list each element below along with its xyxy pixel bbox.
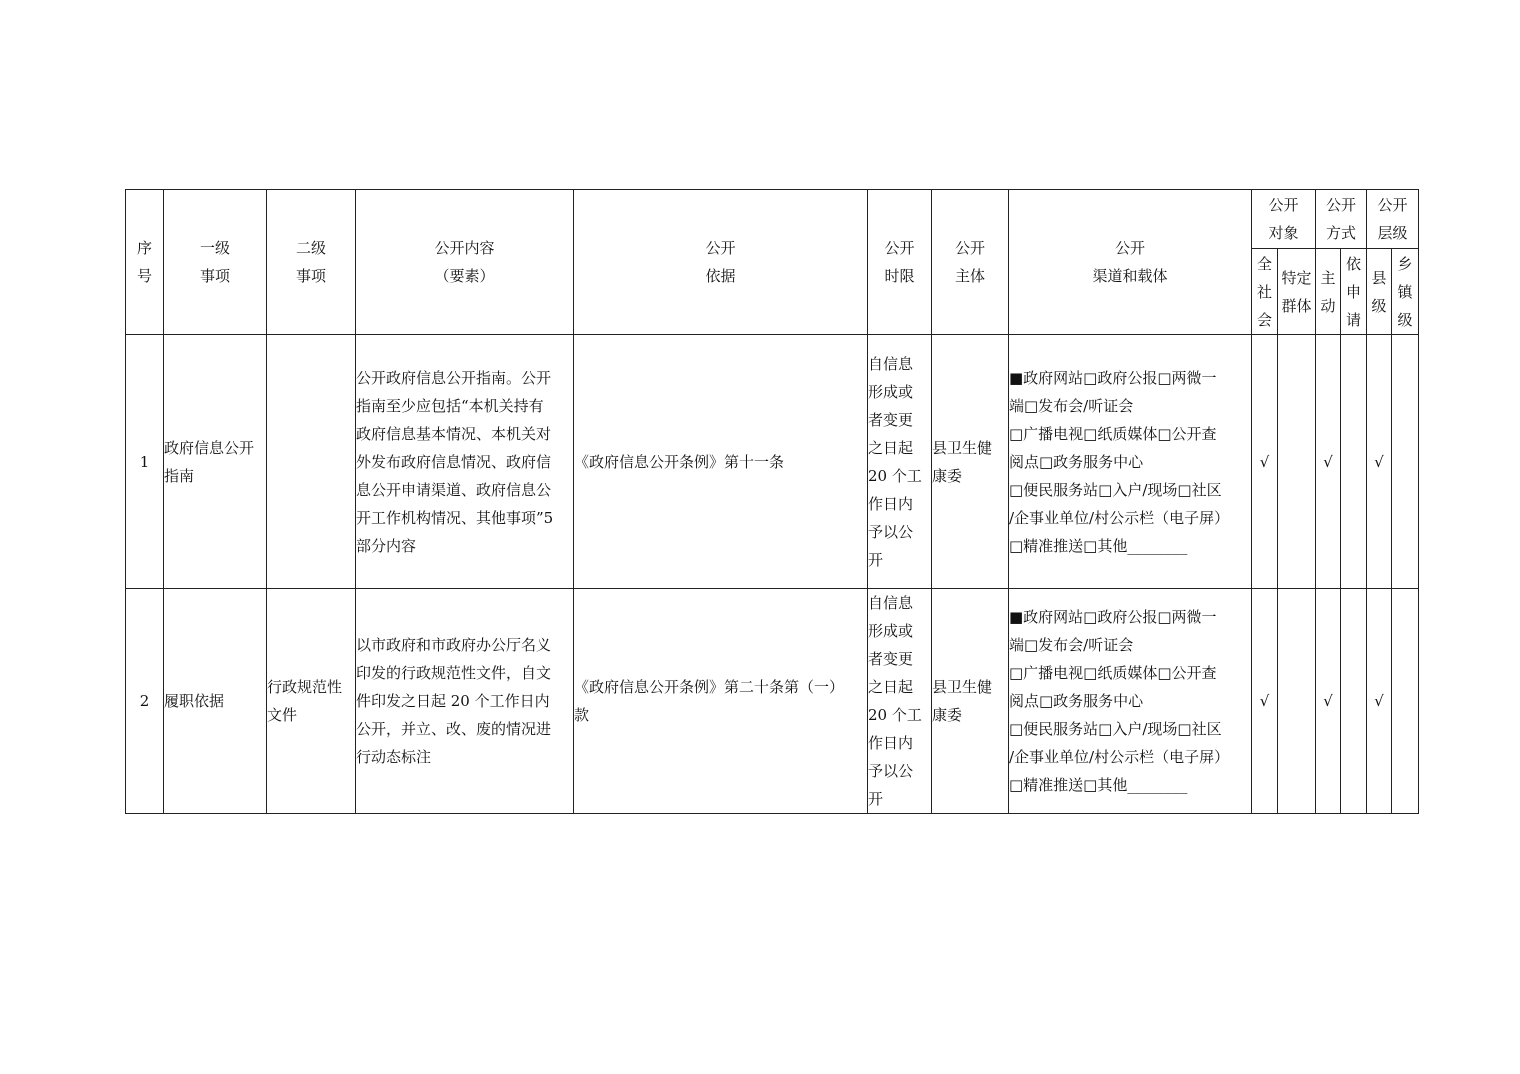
check-mark: √ <box>1374 452 1384 471</box>
time-limit-line: 20 个工 <box>868 466 922 485</box>
time-limit-line: 予以公 <box>868 762 914 780</box>
content-line: 以市政府和市政府办公厅名义 <box>356 636 552 654</box>
header-basis-line1: 公开 <box>705 239 736 257</box>
cell-all-society <box>1252 589 1278 814</box>
content-line: 印发的行政规范性文件，自文 <box>356 664 552 682</box>
cell-level1 <box>164 589 267 814</box>
content-line: 公开政府信息公开指南。公开 <box>356 368 552 387</box>
cell-subject <box>932 335 1009 589</box>
header-tier-line1: 公开 <box>1377 196 1408 214</box>
check-mark: √ <box>1323 452 1333 471</box>
time-limit-line: 者变更 <box>868 650 914 668</box>
cell-basis <box>574 589 868 814</box>
channel-line: 阅点□政务服务中心 <box>1009 692 1144 710</box>
header-target-line2: 对象 <box>1268 224 1299 242</box>
time-limit-line: 形成或 <box>868 382 914 401</box>
basis-line: 《政府信息公开条例》第二十条第（一） <box>574 678 845 696</box>
header-all-society <box>1252 249 1278 335</box>
content-line: 件印发之日起 20 个工作日内 <box>356 692 550 710</box>
check-mark: √ <box>1259 452 1270 471</box>
header-level1-line1: 一级 <box>199 239 230 257</box>
header-method <box>1316 190 1367 249</box>
cell-on-request <box>1341 335 1367 589</box>
header-method-line1: 公开 <box>1326 196 1357 214</box>
header-level2 <box>267 190 356 335</box>
header-county-line1: 县 <box>1371 268 1387 287</box>
cell-channel <box>1009 335 1252 589</box>
header-tier-line2: 层级 <box>1377 224 1408 242</box>
cell-content <box>356 589 574 814</box>
header-subject-line2: 主体 <box>954 267 985 285</box>
header-specific-group-line1: 特定 <box>1281 268 1312 287</box>
channel-line: □广播电视□纸质媒体□公开查 <box>1009 664 1217 682</box>
level2-line: 文件 <box>267 706 298 724</box>
time-limit-line: 予以公 <box>868 522 914 541</box>
cell-specific-group <box>1278 335 1316 589</box>
time-limit-line: 开 <box>868 550 884 569</box>
header-level1 <box>164 190 267 335</box>
channel-line: □便民服务站□入户/现场□社区 <box>1009 720 1222 738</box>
content-line: 开工作机构情况、其他事项”5 <box>356 508 554 527</box>
channel-line: □精准推送□其他________ <box>1009 536 1188 555</box>
cell-content <box>356 335 574 589</box>
check-mark: √ <box>1323 692 1333 710</box>
content-line: 部分内容 <box>356 536 417 555</box>
check-mark: √ <box>1374 692 1384 710</box>
level1-line: 政府信息公开 <box>164 438 255 457</box>
cell-seq <box>126 335 164 589</box>
cell-level1 <box>164 335 267 589</box>
cell-specific-group <box>1278 589 1316 814</box>
header-channel-line1: 公开 <box>1114 239 1145 257</box>
content-line: 指南至少应包括“本机关持有 <box>356 396 544 415</box>
check-mark: √ <box>1259 692 1270 710</box>
header-content-line1: 公开内容 <box>434 239 495 257</box>
header-county <box>1367 249 1392 335</box>
content-line: 公开，并立、改、废的情况进 <box>356 720 552 738</box>
header-time-limit-line2: 时限 <box>884 267 915 285</box>
time-limit-line: 自信息 <box>868 354 914 373</box>
subject-line: 康委 <box>932 706 963 724</box>
cell-basis <box>574 335 868 589</box>
header-all-society-text: 全社会 <box>1256 254 1272 329</box>
header-specific-group-line2: 群体 <box>1281 296 1312 315</box>
time-limit-line: 作日内 <box>868 494 914 513</box>
time-limit-line: 形成或 <box>868 622 914 640</box>
seq-text: 1 <box>139 452 150 471</box>
time-limit-line: 作日内 <box>868 734 914 752</box>
channel-line: /企事业单位/村公示栏（电子屏） <box>1009 508 1230 527</box>
header-subject <box>932 190 1009 335</box>
channel-line: ■政府网站□政府公报□两微一 <box>1009 608 1217 626</box>
header-active-line1: 主 <box>1320 268 1336 287</box>
cell-time-limit <box>868 335 932 589</box>
header-channel-line2: 渠道和载体 <box>1092 267 1168 285</box>
header-township-text: 乡镇级 <box>1397 254 1413 329</box>
content-line: 外发布政府信息情况、政府信 <box>356 452 552 471</box>
header-seq <box>126 190 164 335</box>
header-level2-line1: 二级 <box>295 239 326 257</box>
header-on-request <box>1341 249 1367 335</box>
basis-line: 《政府信息公开条例》第十一条 <box>574 452 785 471</box>
header-time-limit-line1: 公开 <box>884 239 915 257</box>
cell-active <box>1316 335 1341 589</box>
header-method-line2: 方式 <box>1326 224 1357 242</box>
cell-level2 <box>267 589 356 814</box>
cell-all-society <box>1252 335 1278 589</box>
table-row <box>126 589 1419 814</box>
header-seq-text: 序号 <box>136 239 152 285</box>
content-line: 政府信息基本情况、本机关对 <box>356 424 552 443</box>
seq-text: 2 <box>139 692 150 710</box>
header-township <box>1392 249 1419 335</box>
subject-line: 县卫生健 <box>932 438 993 457</box>
header-channel <box>1009 190 1252 335</box>
subject-line: 康委 <box>932 466 963 485</box>
header-target <box>1252 190 1316 249</box>
channel-line: /企事业单位/村公示栏（电子屏） <box>1009 748 1230 766</box>
header-on-request-text: 依申请 <box>1346 254 1362 329</box>
time-limit-line: 自信息 <box>868 594 914 612</box>
header-basis-line2: 依据 <box>705 267 736 285</box>
header-subject-line1: 公开 <box>954 239 985 257</box>
header-content-line2: （要素） <box>434 267 495 285</box>
cell-subject <box>932 589 1009 814</box>
header-specific-group <box>1278 249 1316 335</box>
disclosure-table <box>125 189 1419 814</box>
content-line: 息公开申请渠道、政府信息公 <box>356 480 552 499</box>
time-limit-line: 者变更 <box>868 410 914 429</box>
cell-township <box>1392 335 1419 589</box>
cell-seq <box>126 589 164 814</box>
header-active-line2: 动 <box>1320 296 1336 315</box>
cell-on-request <box>1341 589 1367 814</box>
header-basis <box>574 190 868 335</box>
cell-level2 <box>267 335 356 589</box>
subject-line: 县卫生健 <box>932 678 993 696</box>
header-active <box>1316 249 1341 335</box>
time-limit-line: 20 个工 <box>868 706 922 724</box>
time-limit-line: 开 <box>868 790 884 808</box>
header-target-line1: 公开 <box>1268 196 1299 214</box>
cell-county <box>1367 335 1392 589</box>
header-county-line2: 级 <box>1371 296 1387 315</box>
channel-line: 阅点□政务服务中心 <box>1009 452 1144 471</box>
cell-time-limit <box>868 589 932 814</box>
header-tier <box>1367 190 1419 249</box>
channel-line: 端□发布会/听证会 <box>1009 636 1134 654</box>
header-level1-line2: 事项 <box>199 267 230 285</box>
level1-line: 指南 <box>164 466 195 485</box>
header-time-limit <box>868 190 932 335</box>
cell-channel <box>1009 589 1252 814</box>
content-line: 行动态标注 <box>356 748 432 766</box>
cell-county <box>1367 589 1392 814</box>
channel-line: 端□发布会/听证会 <box>1009 396 1134 415</box>
channel-line: □精准推送□其他________ <box>1009 776 1188 794</box>
time-limit-line: 之日起 <box>868 678 914 696</box>
header-content <box>356 190 574 335</box>
channel-line: □广播电视□纸质媒体□公开查 <box>1009 424 1217 443</box>
table-row <box>126 335 1419 589</box>
channel-line: ■政府网站□政府公报□两微一 <box>1009 368 1217 387</box>
cell-active <box>1316 589 1341 814</box>
channel-line: □便民服务站□入户/现场□社区 <box>1009 480 1222 499</box>
time-limit-line: 之日起 <box>868 438 914 457</box>
level1-line: 履职依据 <box>164 692 225 710</box>
basis-line: 款 <box>574 706 590 724</box>
header-level2-line2: 事项 <box>295 267 326 285</box>
cell-township <box>1392 589 1419 814</box>
level2-line: 行政规范性 <box>267 678 343 696</box>
